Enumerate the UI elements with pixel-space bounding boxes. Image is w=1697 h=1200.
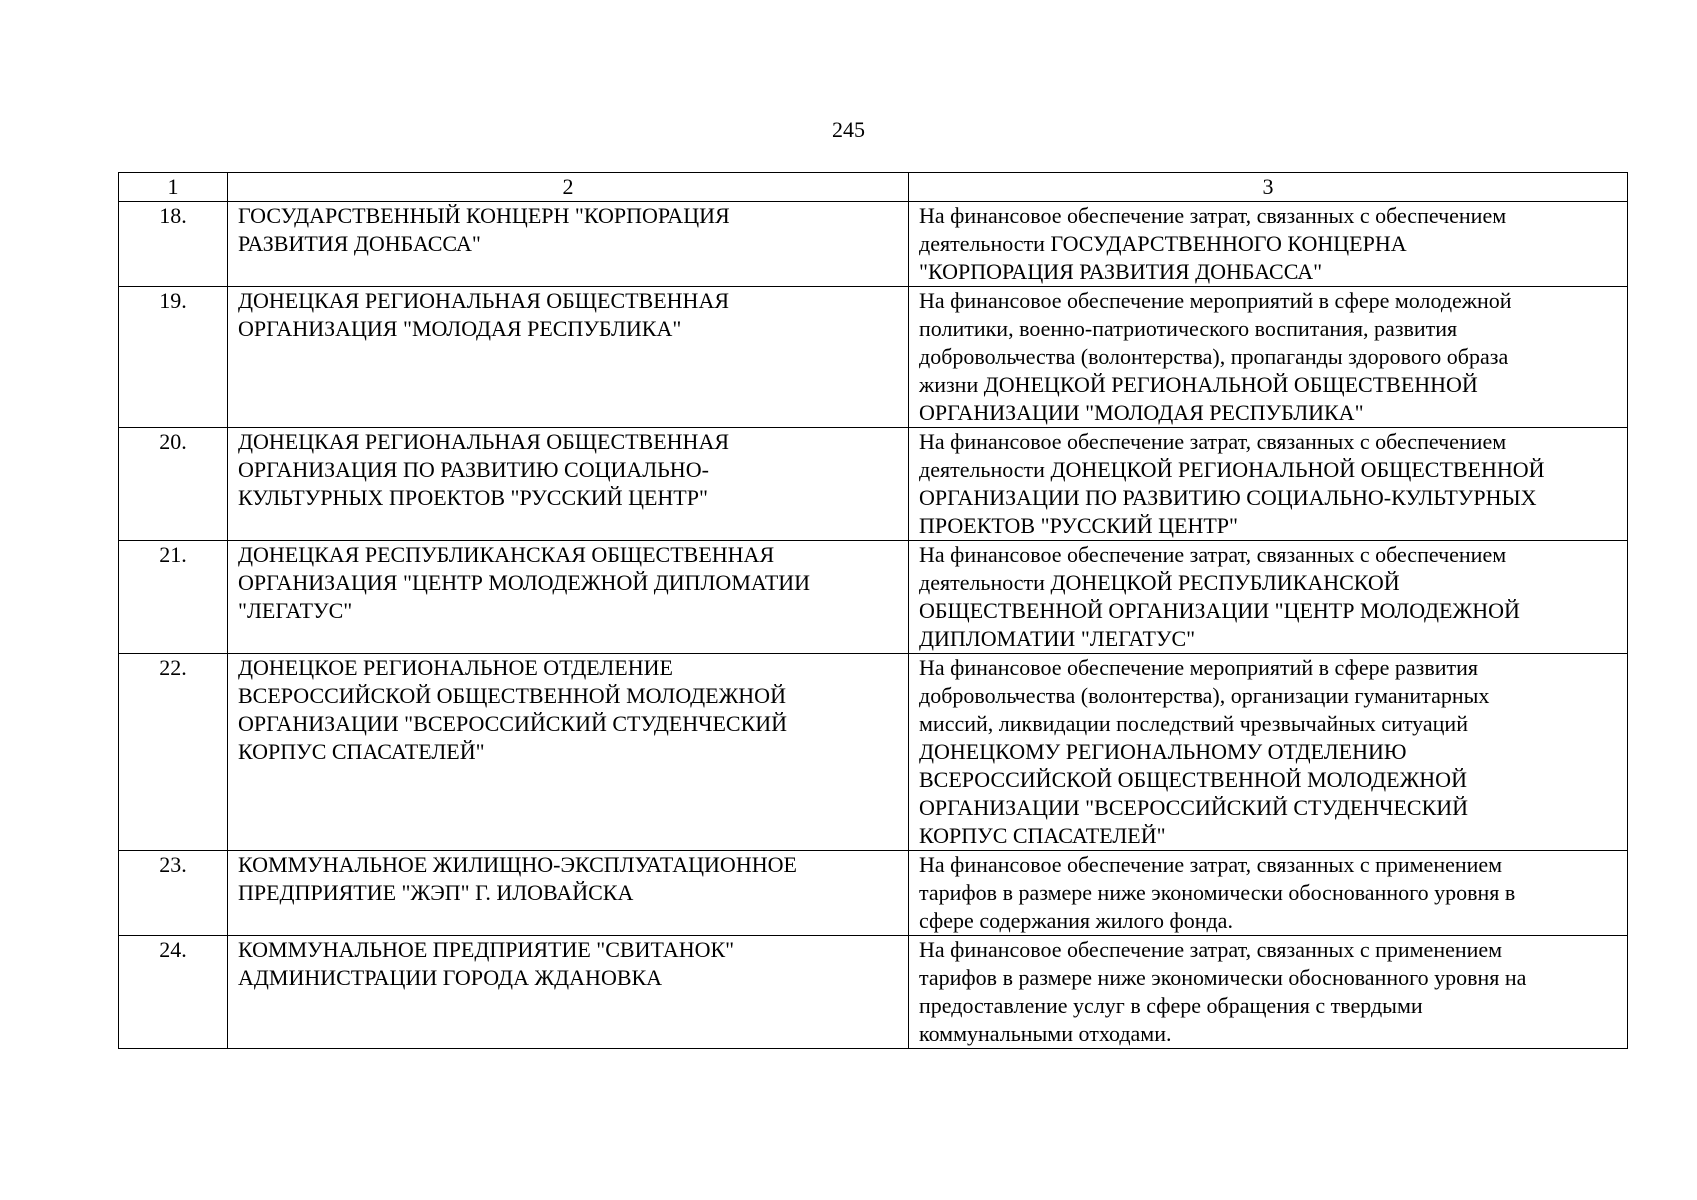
organization-name-line: РАЗВИТИЯ ДОНБАССА" [238,231,481,256]
organization-name-line: ВСЕРОССИЙСКОЙ ОБЩЕСТВЕННОЙ МОЛОДЕЖНОЙ [238,683,786,708]
subsidy-purpose [909,654,1628,851]
row-number: 24. [119,936,228,1049]
subsidy-purpose-line: ДИПЛОМАТИИ "ЛЕГАТУС" [919,626,1196,651]
row-number: 22. [119,654,228,851]
table-row [119,541,1628,654]
row-number: 23. [119,851,228,936]
organization-name [228,654,909,851]
organization-name-line: "ЛЕГАТУС" [238,598,353,623]
organization-name-line: АДМИНИСТРАЦИИ ГОРОДА ЖДАНОВКА [238,965,663,990]
organization-name [228,936,909,1049]
subsidy-purpose-line: ПРОЕКТОВ "РУССКИЙ ЦЕНТР" [919,513,1239,538]
subsidy-purpose-line: На финансовое обеспечение мероприятий в сфере молодежной [919,288,1512,313]
subsidy-purpose-line: На финансовое обеспечение затрат, связанных с обеспечением [919,542,1507,567]
column-header-3: 3 [909,173,1628,202]
organization-name [228,287,909,428]
subsidy-purpose-line: На финансовое обеспечение мероприятий в сфере развития [919,655,1478,680]
subsidy-purpose [909,287,1628,428]
organization-name-line: КОММУНАЛЬНОЕ ПРЕДПРИЯТИЕ "СВИТАНОК" [238,937,735,962]
subsidy-purpose-line: ДОНЕЦКОМУ РЕГИОНАЛЬНОМУ ОТДЕЛЕНИЮ [919,739,1407,764]
subsidy-purpose-line: добровольчества (волонтерства), организации гуманитарных [919,683,1490,708]
organization-name [228,202,909,287]
table-row [119,654,1628,851]
subsidy-table [118,172,1628,1049]
table-row [119,287,1628,428]
organization-name-line: ПРЕДПРИЯТИЕ "ЖЭП" Г. ИЛОВАЙСКА [238,880,634,905]
organization-name-line: ОРГАНИЗАЦИЯ "ЦЕНТР МОЛОДЕЖНОЙ ДИПЛОМАТИИ [238,570,811,595]
row-number: 18. [119,202,228,287]
table-body [119,202,1628,1049]
organization-name-line: ОРГАНИЗАЦИЯ ПО РАЗВИТИЮ СОЦИАЛЬНО- [238,457,709,482]
subsidy-purpose-line: ВСЕРОССИЙСКОЙ ОБЩЕСТВЕННОЙ МОЛОДЕЖНОЙ [919,767,1467,792]
subsidy-purpose [909,851,1628,936]
organization-name-line: КОРПУС СПАСАТЕЛЕЙ" [238,739,485,764]
subsidy-purpose-line: миссий, ликвидации последствий чрезвычайных ситуаций [919,711,1468,736]
column-header-1: 1 [119,173,228,202]
subsidy-purpose-line: деятельности ГОСУДАРСТВЕННОГО КОНЦЕРНА [919,231,1407,256]
subsidy-purpose-line: На финансовое обеспечение затрат, связанных с применением [919,852,1503,877]
organization-name-line: КУЛЬТУРНЫХ ПРОЕКТОВ "РУССКИЙ ЦЕНТР" [238,485,708,510]
subsidy-purpose-line: сфере содержания жилого фонда. [919,908,1233,933]
subsidy-purpose [909,936,1628,1049]
subsidy-purpose-line: деятельности ДОНЕЦКОЙ РЕСПУБЛИКАНСКОЙ [919,570,1400,595]
table-row [119,936,1628,1049]
organization-name-line: КОММУНАЛЬНОЕ ЖИЛИЩНО-ЭКСПЛУАТАЦИОННОЕ [238,852,797,877]
subsidy-purpose-line: деятельности ДОНЕЦКОЙ РЕГИОНАЛЬНОЙ ОБЩЕСТВЕННОЙ [919,457,1545,482]
organization-name [228,428,909,541]
row-number: 19. [119,287,228,428]
subsidy-purpose-line: ОРГАНИЗАЦИИ "ВСЕРОССИЙСКИЙ СТУДЕНЧЕСКИЙ [919,795,1469,820]
header-row [119,173,1628,202]
subsidy-purpose-line: тарифов в размере ниже экономически обоснованного уровня на [919,965,1527,990]
organization-name-line: ДОНЕЦКАЯ РЕГИОНАЛЬНАЯ ОБЩЕСТВЕННАЯ [238,288,730,313]
subsidy-purpose-line: добровольчества (волонтерства), пропаганды здорового образа [919,344,1509,369]
subsidy-purpose-line: На финансовое обеспечение затрат, связанных с обеспечением [919,203,1507,228]
organization-name-line: ГОСУДАРСТВЕННЫЙ КОНЦЕРН "КОРПОРАЦИЯ [238,203,730,228]
table-row [119,428,1628,541]
table-row [119,202,1628,287]
row-number: 21. [119,541,228,654]
subsidy-purpose-line: жизни ДОНЕЦКОЙ РЕГИОНАЛЬНОЙ ОБЩЕСТВЕННОЙ [919,372,1478,397]
column-header-2: 2 [228,173,909,202]
organization-name-line: ОРГАНИЗАЦИИ "ВСЕРОССИЙСКИЙ СТУДЕНЧЕСКИЙ [238,711,788,736]
table-header [119,173,1628,202]
subsidy-purpose-line: коммунальными отходами. [919,1021,1172,1046]
subsidy-purpose-line: предоставление услуг в сфере обращения с твердыми [919,993,1423,1018]
page-number: 245 [832,117,865,142]
subsidy-purpose-line: На финансовое обеспечение затрат, связанных с обеспечением [919,429,1507,454]
row-number: 20. [119,428,228,541]
organization-name [228,851,909,936]
subsidy-purpose-line: ОРГАНИЗАЦИИ "МОЛОДАЯ РЕСПУБЛИКА" [919,400,1364,425]
organization-name [228,541,909,654]
subsidy-purpose-line: тарифов в размере ниже экономически обоснованного уровня в [919,880,1516,905]
subsidy-purpose-line: "КОРПОРАЦИЯ РАЗВИТИЯ ДОНБАССА" [919,259,1323,284]
subsidy-purpose [909,202,1628,287]
subsidy-purpose-line: политики, военно-патриотического воспитания, развития [919,316,1458,341]
subsidy-purpose [909,541,1628,654]
subsidy-purpose-line: КОРПУС СПАСАТЕЛЕЙ" [919,823,1166,848]
subsidy-purpose-line: ОБЩЕСТВЕННОЙ ОРГАНИЗАЦИИ "ЦЕНТР МОЛОДЕЖНОЙ [919,598,1520,623]
organization-name-line: ДОНЕЦКОЕ РЕГИОНАЛЬНОЕ ОТДЕЛЕНИЕ [238,655,673,680]
subsidy-purpose-line: На финансовое обеспечение затрат, связанных с применением [919,937,1503,962]
subsidy-purpose [909,428,1628,541]
organization-name-line: ДОНЕЦКАЯ РЕГИОНАЛЬНАЯ ОБЩЕСТВЕННАЯ [238,429,730,454]
table-row [119,851,1628,936]
organization-name-line: ДОНЕЦКАЯ РЕСПУБЛИКАНСКАЯ ОБЩЕСТВЕННАЯ [238,542,775,567]
subsidy-purpose-line: ОРГАНИЗАЦИИ ПО РАЗВИТИЮ СОЦИАЛЬНО-КУЛЬТУРНЫХ [919,485,1537,510]
organization-name-line: ОРГАНИЗАЦИЯ "МОЛОДАЯ РЕСПУБЛИКА" [238,316,682,341]
